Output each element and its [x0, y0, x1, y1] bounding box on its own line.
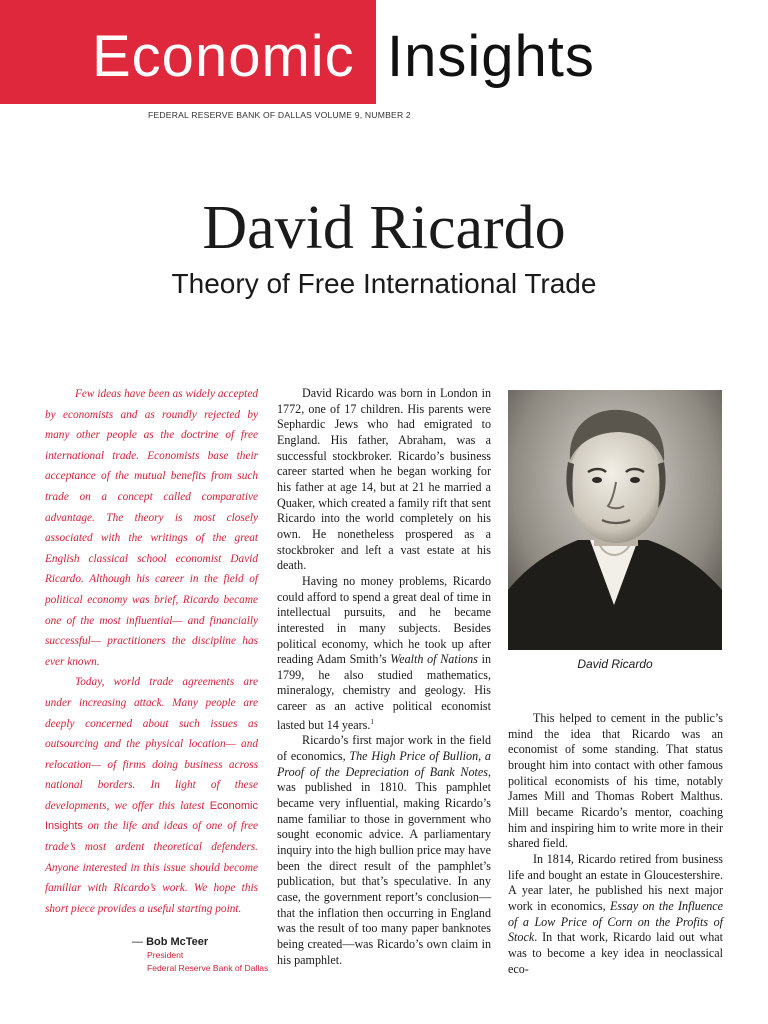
- footnote-marker: 1: [370, 717, 374, 726]
- body-paragraph: [508, 852, 723, 977]
- portrait-caption: David Ricardo: [577, 657, 653, 671]
- body-text: Ricardo’s first major work in the field of economics,: [277, 733, 491, 764]
- body-text: In 1814, Ricardo retired from business life and bought an estate in Gloucestershire. A year later, he published his next major work in economics,: [508, 851, 723, 913]
- body-paragraph: [277, 733, 491, 968]
- masthead-title-insights: Insights: [387, 24, 595, 89]
- portrait-engraving-icon: [508, 390, 722, 650]
- book-title: The High Price of Bullion, a Proof of the Depreciation of Bank Notes: [277, 749, 491, 779]
- portrait-image: [508, 390, 722, 650]
- article-title: David Ricardo: [202, 194, 566, 262]
- intro-text: Few ideas have been as widely accepted by economists and as roundly rejected by many other people as the doctrine of free international trade. Economists base their acceptance of the mutual benefits from such trade on a concept called comparative advantage. The theory is most closely associated with the writings of the great English classical school economist David Ricardo. Although his career in the field of political economy was brief, Ricardo became one of the most influential— and financially successful— practitioners the discipline has ever known.: [45, 388, 258, 668]
- signature-block: [132, 935, 272, 975]
- body-text: , was published in 1810. This pamphlet became very influential, making Ricardo’s name familiar to those in government who sought economic advice. A parliamentary inquiry into the high bullion price may have been the direct result of the pamphlet’s publication, but that’s speculative. In any case, the government report’s conclusion—that the inflation then occurring in England was the result of too many paper banknotes being created—was Ricardo’s own claim in his pamphlet.: [277, 764, 491, 967]
- issue-info: FEDERAL RESERVE BANK OF DALLAS VOLUME 9, NUMBER 2: [148, 110, 411, 120]
- body-paragraph: David Ricardo was born in London in 1772, one of 17 children. His parents were Sephardic Jews who had emigrated to England. His father, Abraham, was a successful stockbroker. Ricardo’s business career started when he began working for his father at age 14, but at 21 he married a Quaker, which created a family rift that sent Ricardo into the world completely on his own. He nonetheless prospered as a stockbroker and left a vast estate at his death.: [277, 386, 491, 573]
- signature-dash: —: [132, 936, 147, 948]
- intro-text: on the life and ideas of one of free trade’s most ardent theoretical defenders. Anyone interested in this issue should become familiar with Ricardo’s work. We hope this short piece provides a useful starting point.: [45, 820, 258, 915]
- intro-column: [45, 384, 258, 919]
- article-subtitle: Theory of Free International Trade: [171, 268, 597, 299]
- body-text: . In that work, Ricardo laid out what was to become a key idea in neoclassical eco-: [508, 930, 723, 976]
- book-title: Wealth of Nations: [390, 652, 478, 667]
- book-title: Essay on the Influence of a Low Price of Corn on the Profits of Stock: [508, 898, 723, 945]
- intro-text: Today, world trade agreements are under increasing attack. Many people are deeply concerned about such issues as outsourcing and the physical location— and relocation— of firms doing business across national borders. In light of these developments, we offer this latest: [45, 676, 258, 812]
- body-text: in 1799, he also studied mathematics, mineralogy, chemistry and geology. His career as an active political economist lasted but 14 years.: [277, 652, 492, 732]
- signature-organization: Federal Reserve Bank of Dallas: [147, 963, 269, 973]
- body-text: Having no money problems, Ricardo could afford to spend a great deal of time in intellectual pursuits, and he became interested in many subjects. Besides political economy, which he took up after reading Adam Smith’s: [277, 573, 491, 667]
- body-paragraph: This helped to cement in the public’s mind the idea that Ricardo was an economist of some standing. That status brought him into contact with other famous political economists of his time, notably James Mill and Thomas Robert Malthus. Mill became Ricardo’s mentor, coaching him and inspiring him to write more in their shared field.: [508, 711, 723, 851]
- signature-role: President: [147, 950, 184, 960]
- body-column-2: [277, 386, 491, 968]
- body-paragraph: [277, 574, 491, 734]
- masthead-title-economic: Economic: [92, 24, 355, 89]
- intro-paragraph: [45, 384, 258, 672]
- signature-name-text: Bob McTeer: [146, 936, 209, 948]
- signature-name: [132, 935, 272, 949]
- body-column-3: [508, 711, 723, 977]
- intro-paragraph: [45, 672, 258, 919]
- brand-mention: Economic Insights: [45, 799, 258, 833]
